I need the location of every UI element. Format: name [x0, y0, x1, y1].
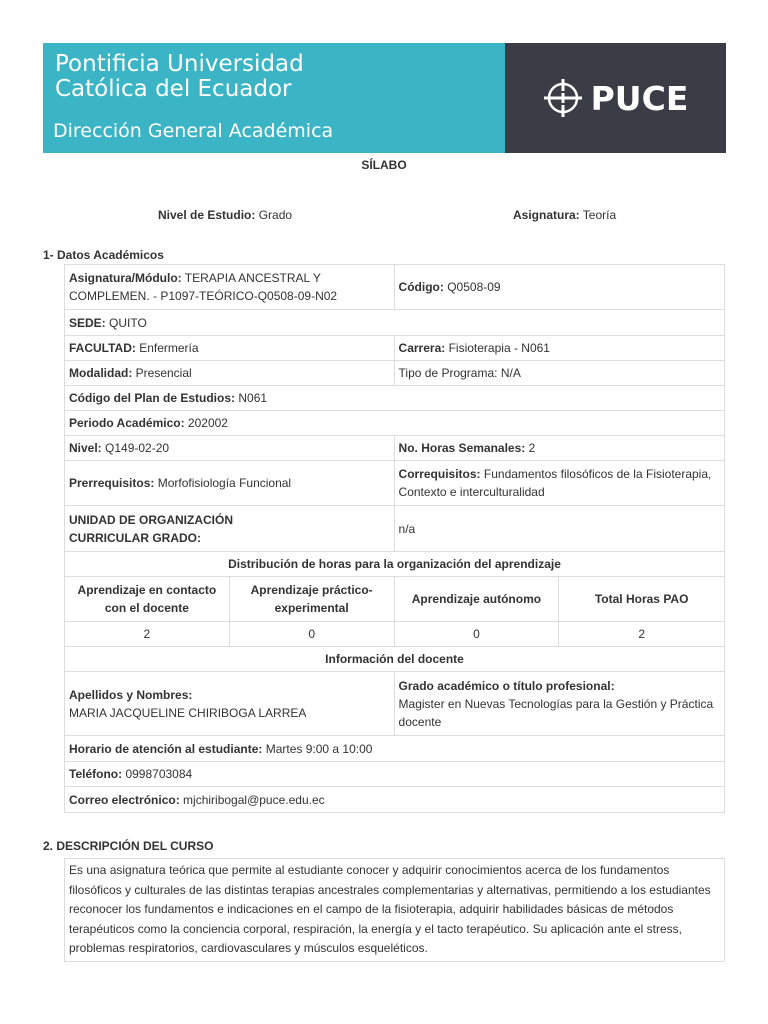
practical-hours-value: 0	[229, 622, 394, 647]
col-contact-learning: Aprendizaje en contacto con el docente	[65, 577, 230, 622]
curricular-unit-value-cell: n/a	[394, 506, 724, 552]
logo-text: PUCE	[590, 78, 689, 118]
faculty-cell: FACULTAD: Enfermería	[65, 336, 395, 361]
col-total-hours: Total Horas PAO	[559, 577, 725, 622]
total-hours-value: 2	[559, 622, 725, 647]
email-cell: Correo electrónico: mjchiribogal@puce.edu.ec	[65, 787, 725, 813]
level-cell: Nivel: Q149-02-20	[65, 436, 395, 461]
table-row	[65, 461, 725, 506]
career-cell: Carrera: Fisioterapia - N061	[394, 336, 724, 361]
logo-panel	[505, 43, 726, 153]
curricular-unit-label-cell: UNIDAD DE ORGANIZACIÓN CURRICULAR GRADO:	[65, 506, 395, 552]
header-banner	[43, 43, 726, 153]
puce-emblem-icon	[543, 78, 583, 118]
section-academic-data-heading: 1- Datos Académicos	[43, 248, 164, 262]
university-name-line2: Católica del Ecuador	[55, 76, 292, 102]
teacher-degree-cell: Grado académico o título profesional: Magister en Nuevas Tecnologías para la Gestión y Práctica docente	[394, 672, 724, 736]
study-level-value: Grado	[255, 208, 293, 222]
table-row	[65, 436, 725, 461]
code-cell: Código: Q0508-09	[394, 265, 724, 310]
table-row	[65, 411, 725, 436]
table-row	[65, 361, 725, 386]
table-row	[65, 336, 725, 361]
prerequisites-cell: Prerrequisitos: Morfofisiología Funcional	[65, 461, 395, 506]
subject-type-value: Teoría	[579, 208, 617, 222]
modality-cell: Modalidad: Presencial	[65, 361, 395, 386]
weekly-hours-cell: No. Horas Semanales: 2	[394, 436, 724, 461]
document-title: SÍLABO	[361, 158, 407, 172]
autonomous-hours-value: 0	[394, 622, 559, 647]
study-level	[158, 208, 292, 222]
header-university-panel	[43, 43, 505, 153]
table-row	[65, 787, 725, 813]
study-level-label: Nivel de Estudio:	[158, 208, 256, 222]
academic-period-cell: Periodo Académico: 202002	[65, 411, 725, 436]
study-plan-cell: Código del Plan de Estudios: N061	[65, 386, 725, 411]
table-row	[65, 622, 725, 647]
table-row	[65, 762, 725, 787]
col-practical-learning: Aprendizaje práctico- experimental	[229, 577, 394, 622]
subject-type-label: Asignatura:	[513, 208, 580, 222]
table-row	[65, 577, 725, 622]
phone-cell: Teléfono: 0998703084	[65, 762, 725, 787]
academic-data-table	[64, 264, 725, 813]
teacher-name-cell: Apellidos y Nombres: MARIA JACQUELINE CHIRIBOGA LARREA	[65, 672, 395, 736]
university-name-line1: Pontificia Universidad	[55, 51, 304, 77]
corequisites-cell: Correquisitos: Fundamentos filosóficos de la Fisioterapia, Contexto e interculturalidad	[394, 461, 724, 506]
course-description: Es una asignatura teórica que permite al estudiante conocer y adquirir conocimientos acerca de los fundamentos filosóficos y culturales de las distintas terapias ancestrales complementarias y alternativas, permitiendo a los estudiantes reconocer los fundamentos e indicaciones en el campo de la fisioterapia, adquirir habilidades básicas de métodos terapéuticos como la conciencia corporal, respiración, la energía y el tacto terapéutico. Su aplicación ante el stress, problemas respiratorios, cardiovasculares y músculos esqueléticos.	[64, 858, 725, 962]
table-row	[65, 310, 725, 336]
contact-hours-value: 2	[65, 622, 230, 647]
table-row	[65, 386, 725, 411]
table-row	[65, 265, 725, 310]
table-row	[65, 672, 725, 736]
campus-cell: SEDE: QUITO	[65, 310, 725, 336]
hours-distribution-header: Distribución de horas para la organización del aprendizaje	[65, 552, 725, 577]
table-row	[65, 736, 725, 762]
section-course-description-heading: 2. DESCRIPCIÓN DEL CURSO	[43, 839, 214, 853]
col-autonomous-learning: Aprendizaje autónomo	[394, 577, 559, 622]
subject-type	[513, 208, 616, 222]
teacher-info-header: Información del docente	[65, 647, 725, 672]
table-row	[65, 552, 725, 577]
office-hours-cell: Horario de atención al estudiante: Martes 9:00 a 10:00	[65, 736, 725, 762]
table-row	[65, 506, 725, 552]
table-row	[65, 647, 725, 672]
subject-cell: Asignatura/Módulo: TERAPIA ANCESTRAL Y COMPLEMEN. - P1097-TEÓRICO-Q0508-09-N02	[65, 265, 395, 310]
program-type-cell: Tipo de Programa: N/A	[394, 361, 724, 386]
department-name: Dirección General Académica	[53, 120, 334, 142]
